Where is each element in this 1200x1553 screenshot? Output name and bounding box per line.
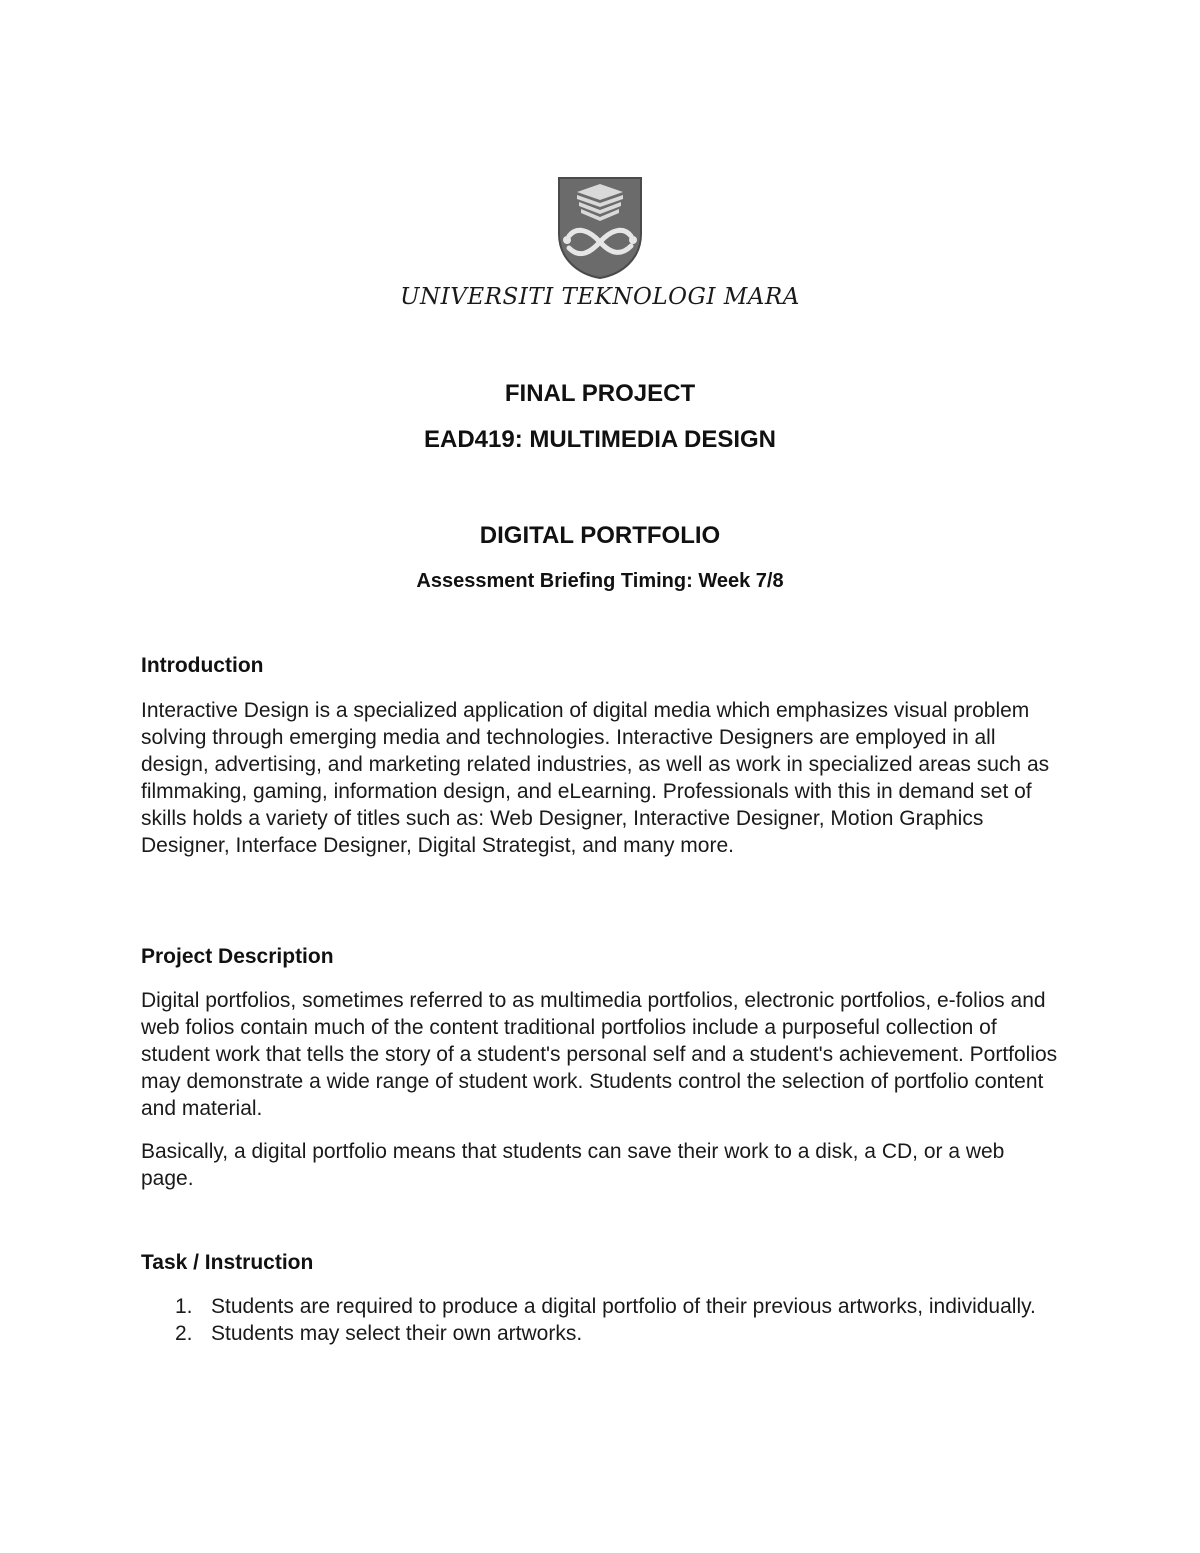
introduction-heading: Introduction <box>141 654 264 677</box>
list-item-number: 1. <box>175 1295 193 1318</box>
list-item-text: Students may select their own artworks. <box>211 1322 583 1345</box>
task-list <box>141 1293 1061 1347</box>
list-item <box>141 1293 1061 1320</box>
project-description-paragraph: Basically, a digital portfolio means that students can save their work to a disk, a CD, or a web page. <box>141 1140 1005 1190</box>
project-label: FINAL PROJECT <box>504 380 696 407</box>
list-item-number: 2. <box>175 1322 193 1345</box>
introduction-body: Interactive Design is a specialized application of digital media which emphasizes visual problem solving through emerging media and technologies. Interactive Designers are employed in all design, advertising, and marketing related industries, as well as work in specialized areas such as filmmaking, gaming, information design, and eLearning. Professionals with this in demand set of skills holds a variety of titles such as: Web Designer, Interactive Designer, Motion Graphics Designer, Interface Designer, Digital Strategist, and many more. <box>141 699 1050 857</box>
assessment-timing: Assessment Briefing Timing: Week 7/8 <box>416 570 784 592</box>
document-title: DIGITAL PORTFOLIO <box>479 522 721 549</box>
university-logo <box>557 176 643 280</box>
uitm-crest-icon <box>557 176 643 280</box>
list-item-text: Students are required to produce a digital portfolio of their previous artworks, individually. <box>211 1295 1036 1318</box>
project-description-paragraph: Digital portfolios, sometimes referred to as multimedia portfolios, electronic portfolios, e-folios and web folios contain much of the content traditional portfolios include a purposeful collection of student work that tells the story of a student's personal self and a student's achievement. Portfolios may demonstrate a wide range of student work. Students control the selection of portfolio content and material. <box>141 989 1058 1120</box>
task-heading: Task / Instruction <box>141 1251 314 1274</box>
course-title: EAD419: MULTIMEDIA DESIGN <box>423 426 777 453</box>
university-name: UNIVERSITI TEKNOLOGI MARA <box>400 284 800 310</box>
project-description-heading: Project Description <box>141 945 334 968</box>
list-item <box>141 1320 1061 1347</box>
